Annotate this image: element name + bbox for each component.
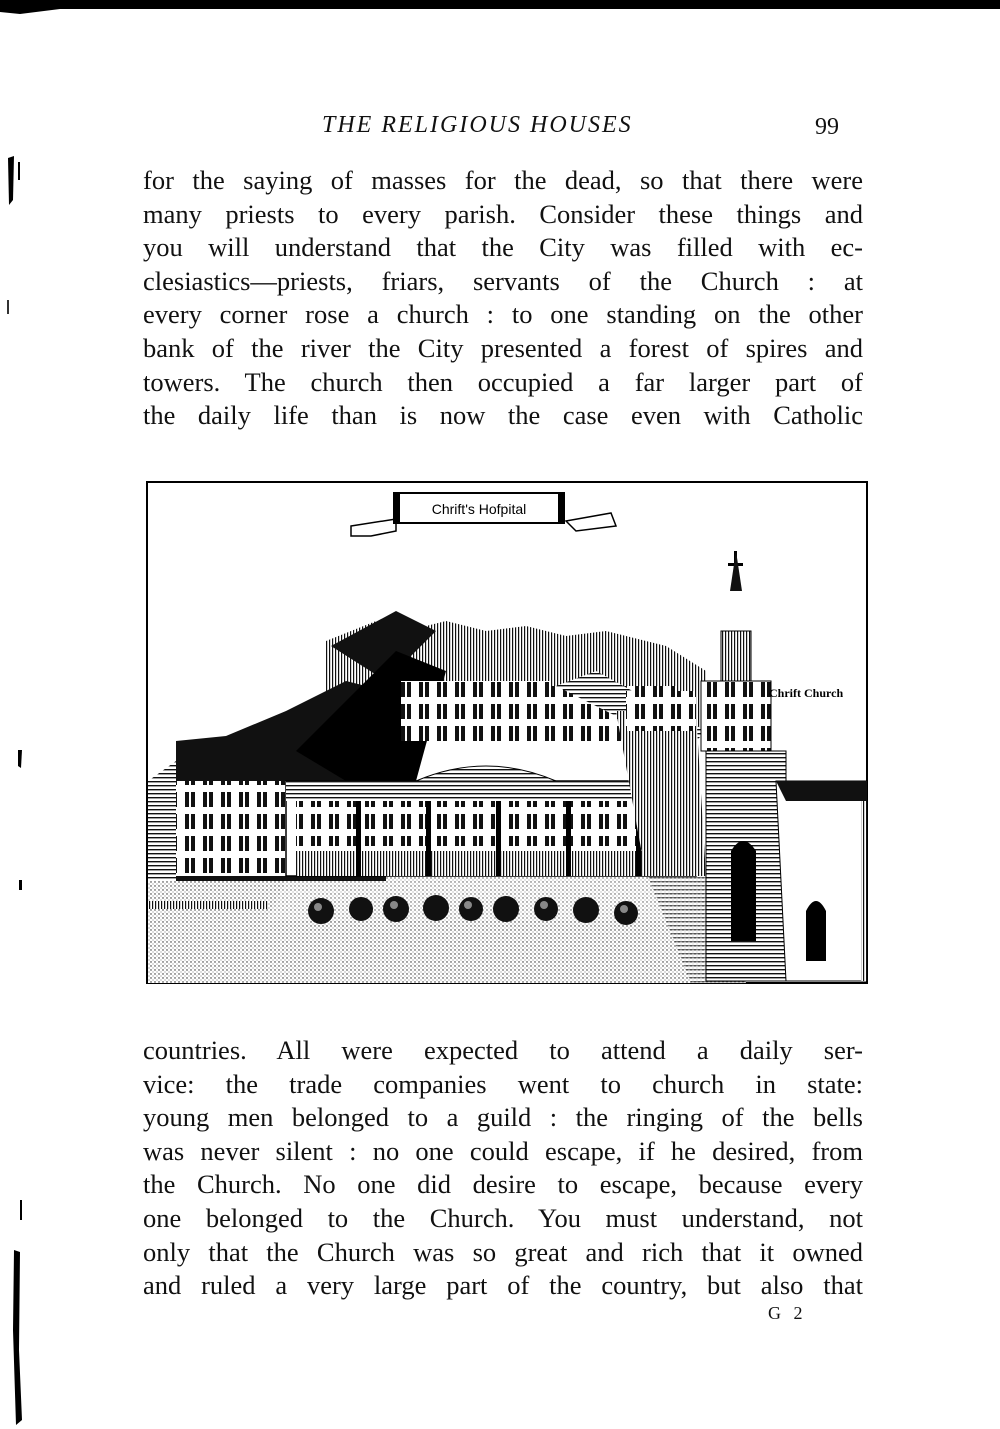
- text-line: many priests to every parish. Consider these things and: [143, 198, 863, 229]
- text-line: vice: the trade companies went to church in state:: [143, 1068, 863, 1099]
- engraving-illustration: [146, 481, 868, 984]
- banner-label: Chrift's Hofpital: [431, 501, 527, 517]
- signature-mark: G 2: [768, 1303, 807, 1323]
- text-line: you will understand that the City was filled with ec-: [143, 232, 863, 263]
- running-head: [0, 112, 1000, 142]
- text-line: countries. All were expected to attend a daily ser-: [143, 1035, 863, 1065]
- text-line: young men belonged to a guild : the ringing of the bells: [143, 1102, 863, 1133]
- church-label: Chrift Church: [769, 686, 844, 700]
- text-line: only that the Church was so great and rich that it owned: [143, 1236, 863, 1267]
- text-line: bank of the river the City presented a forest of spires and: [143, 332, 863, 363]
- text-line: and ruled a very large part of the country, but also that: [143, 1270, 863, 1301]
- text-line: the daily life than is now the case even with Catholic: [143, 400, 863, 431]
- binding-margin-marks: [0, 150, 30, 1429]
- text-line: the Church. No one did desire to escape, because every: [143, 1169, 863, 1200]
- engraving-christs-hospital: [146, 481, 868, 984]
- paragraph-top: [143, 164, 863, 433]
- paragraph-bottom: [143, 1034, 863, 1303]
- text-line: one belonged to the Church. You must understand, not: [143, 1202, 863, 1233]
- text-line: for the saying of masses for the dead, so that there were: [143, 165, 863, 195]
- text-line: towers. The church then occupied a far larger part of: [143, 366, 863, 397]
- text-line: was never silent : no one could escape, if he desired, from: [143, 1135, 863, 1166]
- text-line: every corner rose a church : to one standing on the other: [143, 299, 863, 330]
- text-line: clesiastics—priests, friars, servants of the Church : at: [143, 265, 863, 296]
- top-edge-rule: [0, 0, 1000, 16]
- page-number: 99: [815, 114, 839, 140]
- running-title: THE RELIGIOUS HOUSES: [322, 112, 633, 138]
